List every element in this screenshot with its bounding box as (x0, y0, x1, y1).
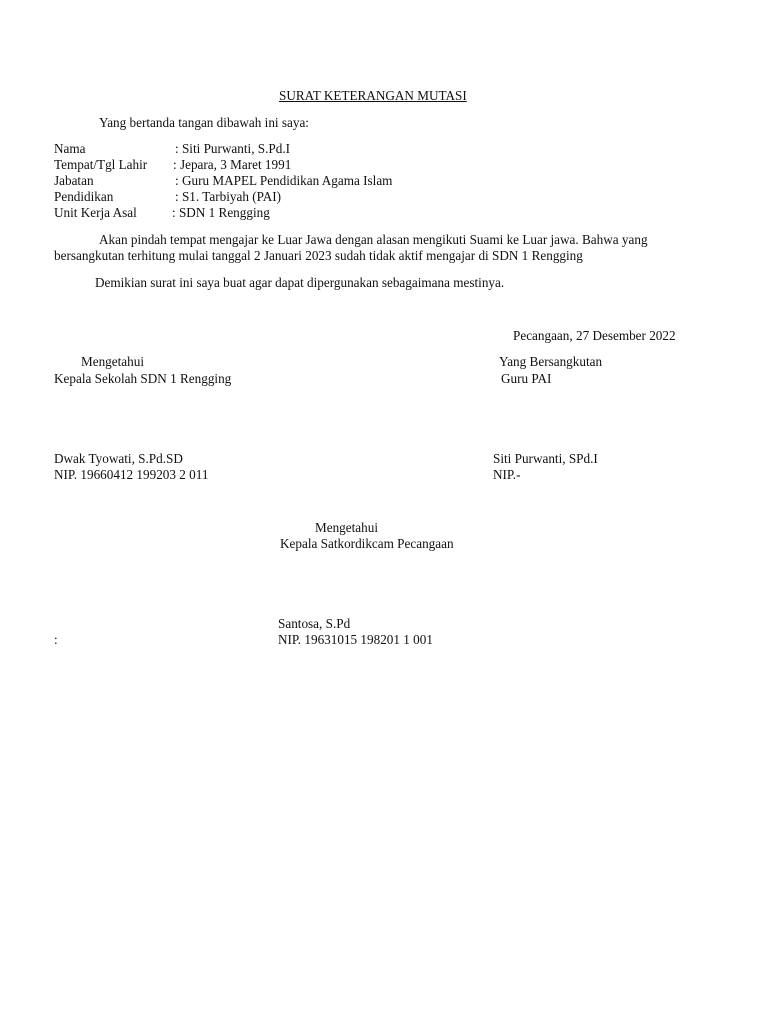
closing-text: Demikian surat ini saya buat agar dapat dipergunakan sebagaimana mestinya. (95, 275, 505, 290)
right-sign-nip: NIP.- (493, 467, 521, 482)
field-value-ttl: : Jepara, 3 Maret 1991 (173, 157, 292, 172)
document-title: SURAT KETERANGAN MUTASI (279, 88, 467, 103)
body-paragraph-line1: Akan pindah tempat mengajar ke Luar Jawa dengan alasan mengikuti Suami ke Luar jawa. Bahwa yang (99, 232, 648, 247)
left-sign-name: Dwak Tyowati, S.Pd.SD (54, 451, 183, 466)
center-sign-heading: Mengetahui (315, 520, 378, 535)
left-sign-position: Kepala Sekolah SDN 1 Rengging (54, 371, 232, 386)
field-label-nama: Nama (54, 141, 86, 156)
intro-text: Yang bertanda tangan dibawah ini saya: (99, 115, 309, 130)
left-sign-heading: Mengetahui (81, 354, 144, 369)
center-sign-position: Kepala Satkordikcam Pecangaan (280, 536, 454, 551)
stray-colon: : (54, 632, 58, 647)
field-label-jabatan: Jabatan (54, 173, 94, 188)
center-sign-nip: NIP. 19631015 198201 1 001 (278, 632, 433, 647)
right-sign-position: Guru PAI (501, 371, 552, 386)
field-value-nama: : Siti Purwanti, S.Pd.I (175, 141, 291, 156)
place-date: Pecangaan, 27 Desember 2022 (513, 328, 676, 343)
field-value-unit-kerja: : SDN 1 Rengging (172, 205, 270, 220)
field-label-pendidikan: Pendidikan (54, 189, 114, 204)
left-sign-nip: NIP. 19660412 199203 2 011 (54, 467, 209, 482)
field-label-unit-kerja: Unit Kerja Asal (54, 205, 137, 220)
right-sign-heading: Yang Bersangkutan (499, 354, 603, 369)
field-value-pendidikan: : S1. Tarbiyah (PAI) (175, 189, 282, 204)
body-paragraph-line2: bersangkutan terhitung mulai tanggal 2 Januari 2023 sudah tidak aktif mengajar di SDN 1 Rengging (54, 248, 583, 263)
center-sign-name: Santosa, S.Pd (278, 616, 351, 631)
field-value-jabatan: : Guru MAPEL Pendidikan Agama Islam (175, 173, 393, 188)
right-sign-name: Siti Purwanti, SPd.I (493, 451, 598, 466)
field-label-ttl: Tempat/Tgl Lahir (54, 157, 148, 172)
